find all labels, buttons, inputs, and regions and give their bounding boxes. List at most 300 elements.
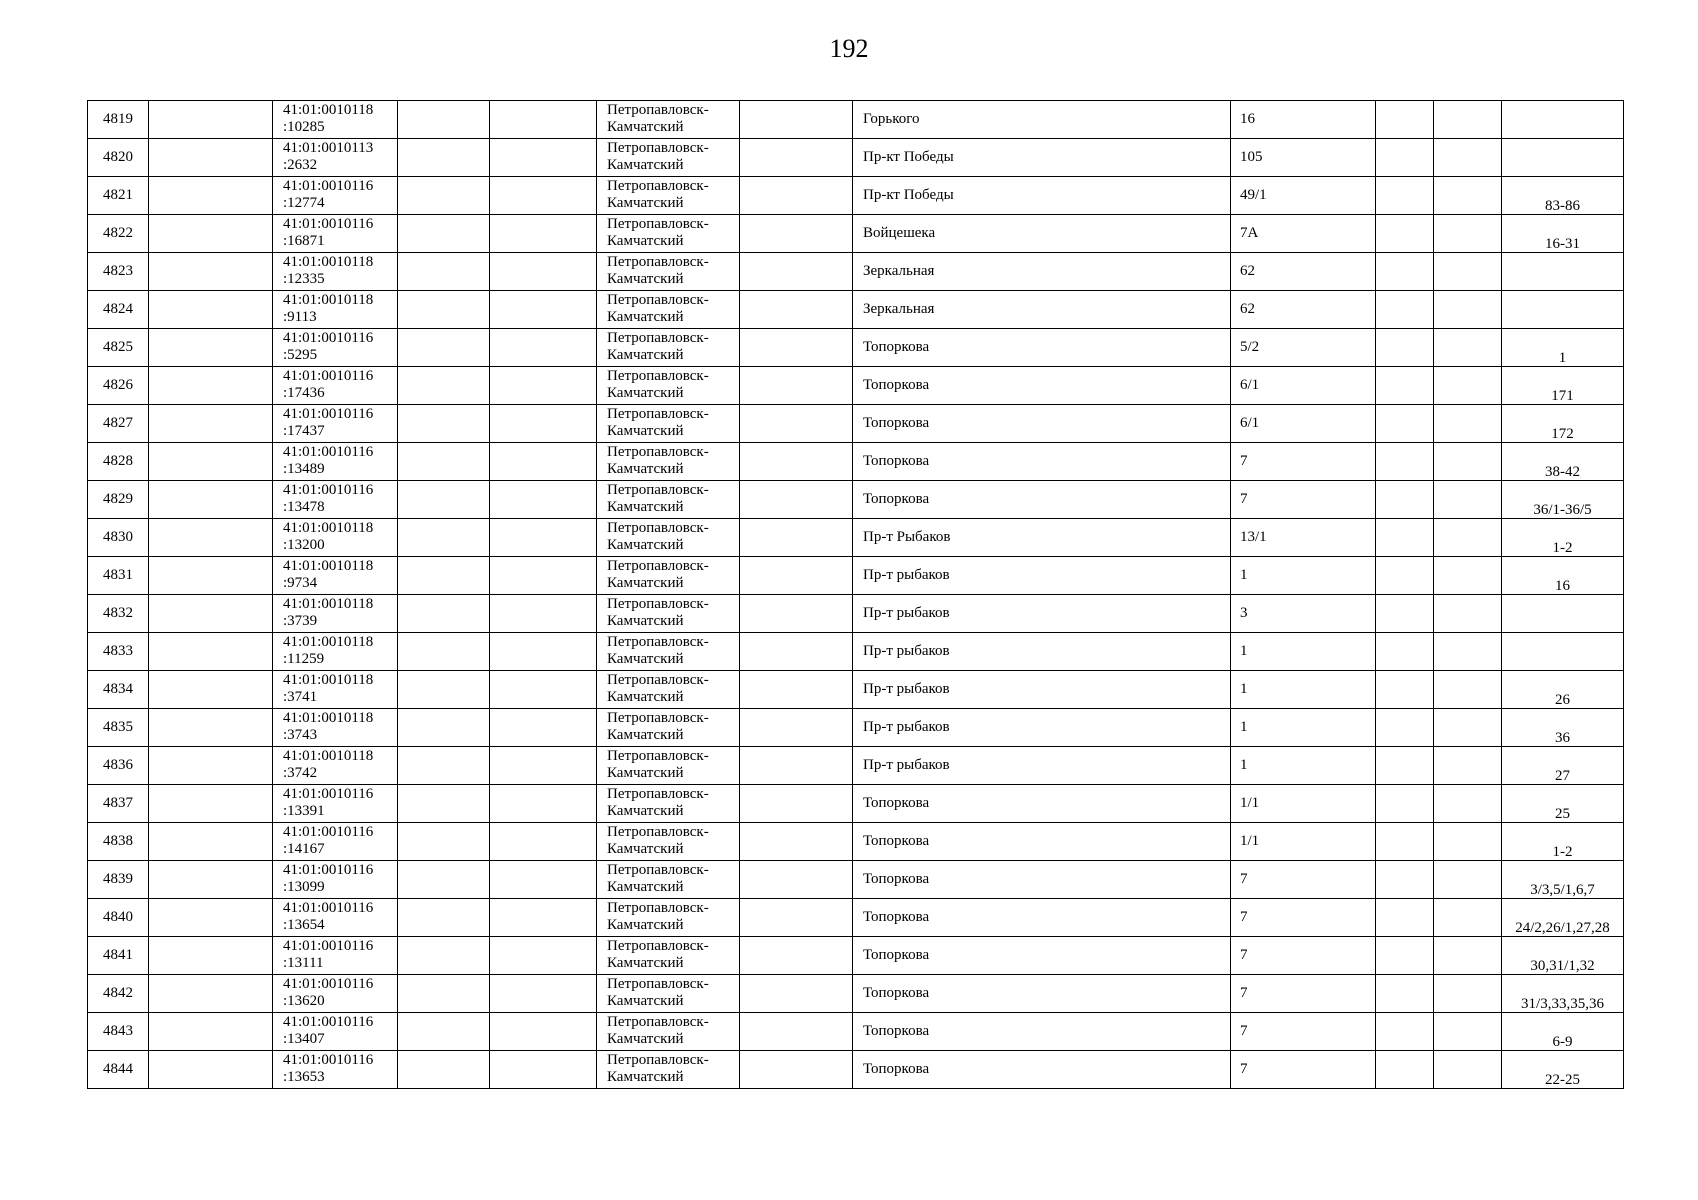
- empty-cell: [149, 1051, 273, 1089]
- empty-cell: [1376, 139, 1434, 177]
- record-number: 4823: [88, 253, 149, 291]
- apartment-numbers: [1502, 291, 1624, 329]
- empty-cell: [490, 177, 597, 215]
- empty-cell: [490, 785, 597, 823]
- empty-cell: [740, 785, 853, 823]
- city-line-2: Камчатский: [607, 271, 684, 287]
- city-line-1: Петропавловск-: [607, 938, 709, 954]
- empty-cell: [490, 975, 597, 1013]
- city: [597, 481, 740, 519]
- empty-cell: [490, 1051, 597, 1089]
- empty-cell: [398, 823, 490, 861]
- cadastral-prefix: 41:01:0010118: [283, 254, 374, 270]
- cadastral-prefix: 41:01:0010116: [283, 444, 374, 460]
- empty-cell: [149, 709, 273, 747]
- empty-cell: [1376, 291, 1434, 329]
- table-row: [88, 139, 1624, 177]
- empty-cell: [740, 595, 853, 633]
- city-line-2: Камчатский: [607, 841, 684, 857]
- cadastral-suffix: :3739: [283, 613, 318, 629]
- city-line-1: Петропавловск-: [607, 406, 709, 422]
- empty-cell: [398, 1013, 490, 1051]
- cadastral-prefix: 41:01:0010116: [283, 824, 374, 840]
- street: Войцешека: [853, 215, 1231, 253]
- city-line-1: Петропавловск-: [607, 368, 709, 384]
- table-row: [88, 291, 1624, 329]
- empty-cell: [490, 747, 597, 785]
- record-number: 4830: [88, 519, 149, 557]
- city: [597, 443, 740, 481]
- apartment-numbers: [1502, 595, 1624, 633]
- empty-cell: [1376, 405, 1434, 443]
- city-line-2: Камчатский: [607, 195, 684, 211]
- empty-cell: [149, 291, 273, 329]
- record-number: 4838: [88, 823, 149, 861]
- apartment-numbers: 83-86: [1502, 177, 1624, 215]
- city: [597, 519, 740, 557]
- city-line-1: Петропавловск-: [607, 520, 709, 536]
- empty-cell: [1376, 747, 1434, 785]
- empty-cell: [1376, 367, 1434, 405]
- city-line-2: Камчатский: [607, 727, 684, 743]
- cadastral-suffix: :14167: [283, 841, 325, 857]
- city-line-1: Петропавловск-: [607, 102, 709, 118]
- empty-cell: [490, 405, 597, 443]
- cadastral-suffix: :3741: [283, 689, 318, 705]
- house-number: 7: [1231, 861, 1376, 899]
- house-number: 7: [1231, 1013, 1376, 1051]
- cadastral-prefix: 41:01:0010118: [283, 748, 374, 764]
- table-row: [88, 633, 1624, 671]
- cadastral-prefix: 41:01:0010116: [283, 1014, 374, 1030]
- table-row: [88, 861, 1624, 899]
- cadastral-suffix: :13653: [283, 1069, 325, 1085]
- empty-cell: [740, 709, 853, 747]
- empty-cell: [490, 443, 597, 481]
- house-number: 6/1: [1231, 367, 1376, 405]
- cadastral-suffix: :13478: [283, 499, 325, 515]
- empty-cell: [490, 101, 597, 139]
- city-line-2: Камчатский: [607, 499, 684, 515]
- empty-cell: [398, 177, 490, 215]
- street: Пр-т Рыбаков: [853, 519, 1231, 557]
- cadastral-suffix: :17436: [283, 385, 325, 401]
- empty-cell: [490, 367, 597, 405]
- cadastral-suffix: :11259: [283, 651, 325, 667]
- empty-cell: [490, 899, 597, 937]
- street: Топоркова: [853, 1051, 1231, 1089]
- city-line-2: Камчатский: [607, 1031, 684, 1047]
- empty-cell: [1434, 557, 1502, 595]
- apartment-numbers: 3/3,5/1,6,7: [1502, 861, 1624, 899]
- house-number: 6/1: [1231, 405, 1376, 443]
- city: [597, 671, 740, 709]
- empty-cell: [1434, 101, 1502, 139]
- apartment-numbers: 30,31/1,32: [1502, 937, 1624, 975]
- empty-cell: [740, 975, 853, 1013]
- record-number: 4831: [88, 557, 149, 595]
- city-line-2: Камчатский: [607, 613, 684, 629]
- cadastral-suffix: :13407: [283, 1031, 325, 1047]
- empty-cell: [398, 481, 490, 519]
- city-line-2: Камчатский: [607, 993, 684, 1009]
- empty-cell: [398, 671, 490, 709]
- city-line-1: Петропавловск-: [607, 292, 709, 308]
- empty-cell: [398, 595, 490, 633]
- city-line-2: Камчатский: [607, 803, 684, 819]
- house-number: 7: [1231, 443, 1376, 481]
- cadastral-number: [273, 861, 398, 899]
- city: [597, 975, 740, 1013]
- city-line-2: Камчатский: [607, 119, 684, 135]
- cadastral-suffix: :9734: [283, 575, 318, 591]
- empty-cell: [490, 519, 597, 557]
- empty-cell: [490, 595, 597, 633]
- house-number: 16: [1231, 101, 1376, 139]
- empty-cell: [740, 329, 853, 367]
- cadastral-number: [273, 595, 398, 633]
- empty-cell: [1376, 329, 1434, 367]
- empty-cell: [1376, 177, 1434, 215]
- cadastral-number: [273, 709, 398, 747]
- record-number: 4825: [88, 329, 149, 367]
- cadastral-number: [273, 291, 398, 329]
- empty-cell: [149, 177, 273, 215]
- empty-cell: [398, 785, 490, 823]
- empty-cell: [1434, 443, 1502, 481]
- empty-cell: [149, 785, 273, 823]
- city: [597, 709, 740, 747]
- empty-cell: [740, 557, 853, 595]
- empty-cell: [149, 329, 273, 367]
- house-number: 7: [1231, 481, 1376, 519]
- cadastral-number: [273, 177, 398, 215]
- empty-cell: [1376, 823, 1434, 861]
- empty-cell: [398, 747, 490, 785]
- cadastral-suffix: :13489: [283, 461, 325, 477]
- house-number: 3: [1231, 595, 1376, 633]
- empty-cell: [740, 937, 853, 975]
- apartment-numbers: 36/1-36/5: [1502, 481, 1624, 519]
- record-number: 4834: [88, 671, 149, 709]
- cadastral-prefix: 41:01:0010116: [283, 178, 374, 194]
- city-line-1: Петропавловск-: [607, 976, 709, 992]
- apartment-numbers: 16-31: [1502, 215, 1624, 253]
- cadastral-number: [273, 785, 398, 823]
- city-line-1: Петропавловск-: [607, 444, 709, 460]
- record-number: 4824: [88, 291, 149, 329]
- city: [597, 747, 740, 785]
- city-line-2: Камчатский: [607, 955, 684, 971]
- cadastral-prefix: 41:01:0010116: [283, 786, 374, 802]
- empty-cell: [149, 633, 273, 671]
- cadastral-suffix: :9113: [283, 309, 317, 325]
- city: [597, 101, 740, 139]
- table-row: [88, 1013, 1624, 1051]
- apartment-numbers: 38-42: [1502, 443, 1624, 481]
- city-line-1: Петропавловск-: [607, 254, 709, 270]
- cadastral-number: [273, 671, 398, 709]
- city: [597, 1051, 740, 1089]
- empty-cell: [1434, 253, 1502, 291]
- cadastral-suffix: :12774: [283, 195, 325, 211]
- cadastral-number: [273, 937, 398, 975]
- apartment-numbers: 1: [1502, 329, 1624, 367]
- empty-cell: [1376, 899, 1434, 937]
- city-line-1: Петропавловск-: [607, 672, 709, 688]
- empty-cell: [1376, 709, 1434, 747]
- empty-cell: [1376, 975, 1434, 1013]
- empty-cell: [490, 291, 597, 329]
- city: [597, 215, 740, 253]
- city-line-1: Петропавловск-: [607, 710, 709, 726]
- city-line-1: Петропавловск-: [607, 178, 709, 194]
- cadastral-number: [273, 557, 398, 595]
- city-line-1: Петропавловск-: [607, 596, 709, 612]
- city-line-1: Петропавловск-: [607, 216, 709, 232]
- city-line-1: Петропавловск-: [607, 140, 709, 156]
- empty-cell: [1434, 405, 1502, 443]
- empty-cell: [740, 367, 853, 405]
- street: Горького: [853, 101, 1231, 139]
- cadastral-prefix: 41:01:0010116: [283, 406, 374, 422]
- cadastral-number: [273, 443, 398, 481]
- empty-cell: [740, 671, 853, 709]
- city: [597, 253, 740, 291]
- city: [597, 785, 740, 823]
- empty-cell: [1434, 861, 1502, 899]
- cadastral-prefix: 41:01:0010113: [283, 140, 374, 156]
- cadastral-suffix: :17437: [283, 423, 325, 439]
- cadastral-number: [273, 367, 398, 405]
- table-row: [88, 177, 1624, 215]
- apartment-numbers: 27: [1502, 747, 1624, 785]
- house-number: 1: [1231, 709, 1376, 747]
- cadastral-number: [273, 101, 398, 139]
- empty-cell: [149, 215, 273, 253]
- empty-cell: [149, 405, 273, 443]
- empty-cell: [740, 443, 853, 481]
- empty-cell: [490, 1013, 597, 1051]
- street: Зеркальная: [853, 291, 1231, 329]
- empty-cell: [149, 861, 273, 899]
- empty-cell: [149, 747, 273, 785]
- empty-cell: [490, 253, 597, 291]
- street: Пр-т рыбаков: [853, 747, 1231, 785]
- empty-cell: [149, 975, 273, 1013]
- record-number: 4832: [88, 595, 149, 633]
- cadastral-prefix: 41:01:0010116: [283, 482, 374, 498]
- house-number: 5/2: [1231, 329, 1376, 367]
- empty-cell: [398, 215, 490, 253]
- city: [597, 367, 740, 405]
- city-line-1: Петропавловск-: [607, 862, 709, 878]
- city-line-1: Петропавловск-: [607, 900, 709, 916]
- cadastral-number: [273, 481, 398, 519]
- table-row: [88, 671, 1624, 709]
- empty-cell: [1376, 785, 1434, 823]
- cadastral-number: [273, 139, 398, 177]
- city-line-2: Камчатский: [607, 233, 684, 249]
- empty-cell: [149, 519, 273, 557]
- house-number: 62: [1231, 253, 1376, 291]
- street: Пр-т рыбаков: [853, 557, 1231, 595]
- cadastral-number: [273, 215, 398, 253]
- empty-cell: [1434, 519, 1502, 557]
- cadastral-number: [273, 519, 398, 557]
- empty-cell: [149, 481, 273, 519]
- empty-cell: [149, 139, 273, 177]
- record-number: 4820: [88, 139, 149, 177]
- empty-cell: [490, 861, 597, 899]
- empty-cell: [740, 633, 853, 671]
- record-number: 4821: [88, 177, 149, 215]
- house-number: 1: [1231, 633, 1376, 671]
- city-line-2: Камчатский: [607, 1069, 684, 1085]
- city-line-2: Камчатский: [607, 575, 684, 591]
- table-row: [88, 405, 1624, 443]
- cadastral-prefix: 41:01:0010118: [283, 710, 374, 726]
- house-number: 62: [1231, 291, 1376, 329]
- cadastral-number: [273, 633, 398, 671]
- empty-cell: [1434, 633, 1502, 671]
- table-row: [88, 1051, 1624, 1089]
- table-row: [88, 747, 1624, 785]
- house-number: 1/1: [1231, 823, 1376, 861]
- record-number: 4839: [88, 861, 149, 899]
- city-line-2: Камчатский: [607, 423, 684, 439]
- empty-cell: [1434, 747, 1502, 785]
- record-number: 4840: [88, 899, 149, 937]
- empty-cell: [490, 329, 597, 367]
- empty-cell: [398, 443, 490, 481]
- street: Топоркова: [853, 823, 1231, 861]
- table-row: [88, 329, 1624, 367]
- cadastral-number: [273, 405, 398, 443]
- empty-cell: [740, 139, 853, 177]
- street: Топоркова: [853, 899, 1231, 937]
- empty-cell: [490, 139, 597, 177]
- cadastral-prefix: 41:01:0010118: [283, 520, 374, 536]
- empty-cell: [490, 937, 597, 975]
- empty-cell: [1376, 481, 1434, 519]
- cadastral-prefix: 41:01:0010118: [283, 596, 374, 612]
- apartment-numbers: 36: [1502, 709, 1624, 747]
- city-line-1: Петропавловск-: [607, 786, 709, 802]
- empty-cell: [1434, 1051, 1502, 1089]
- cadastral-suffix: :12335: [283, 271, 325, 287]
- street: Зеркальная: [853, 253, 1231, 291]
- house-number: 105: [1231, 139, 1376, 177]
- empty-cell: [740, 101, 853, 139]
- cadastral-number: [273, 1013, 398, 1051]
- empty-cell: [398, 101, 490, 139]
- record-number: 4841: [88, 937, 149, 975]
- city: [597, 329, 740, 367]
- empty-cell: [1376, 633, 1434, 671]
- empty-cell: [490, 215, 597, 253]
- cadastral-prefix: 41:01:0010118: [283, 292, 374, 308]
- city-line-2: Камчатский: [607, 385, 684, 401]
- record-number: 4826: [88, 367, 149, 405]
- empty-cell: [1376, 519, 1434, 557]
- registry-body: [88, 101, 1624, 1089]
- empty-cell: [398, 861, 490, 899]
- record-number: 4842: [88, 975, 149, 1013]
- empty-cell: [1434, 671, 1502, 709]
- empty-cell: [1434, 785, 1502, 823]
- table-row: [88, 215, 1624, 253]
- record-number: 4836: [88, 747, 149, 785]
- cadastral-number: [273, 899, 398, 937]
- empty-cell: [398, 709, 490, 747]
- cadastral-number: [273, 329, 398, 367]
- table-row: [88, 709, 1624, 747]
- empty-cell: [398, 329, 490, 367]
- house-number: 7: [1231, 937, 1376, 975]
- street: Пр-т рыбаков: [853, 709, 1231, 747]
- empty-cell: [1376, 443, 1434, 481]
- empty-cell: [149, 367, 273, 405]
- house-number: 7: [1231, 975, 1376, 1013]
- record-number: 4822: [88, 215, 149, 253]
- empty-cell: [740, 1051, 853, 1089]
- cadastral-prefix: 41:01:0010118: [283, 634, 374, 650]
- table-row: [88, 785, 1624, 823]
- street: Пр-т рыбаков: [853, 595, 1231, 633]
- street: Топоркова: [853, 443, 1231, 481]
- cadastral-prefix: 41:01:0010116: [283, 862, 374, 878]
- cadastral-suffix: :10285: [283, 119, 325, 135]
- table-row: [88, 481, 1624, 519]
- cadastral-number: [273, 747, 398, 785]
- apartment-numbers: 26: [1502, 671, 1624, 709]
- apartment-numbers: [1502, 633, 1624, 671]
- street: Пр-кт Победы: [853, 177, 1231, 215]
- record-number: 4819: [88, 101, 149, 139]
- cadastral-suffix: :5295: [283, 347, 318, 363]
- empty-cell: [1434, 291, 1502, 329]
- empty-cell: [398, 367, 490, 405]
- city-line-1: Петропавловск-: [607, 1014, 709, 1030]
- street: Топоркова: [853, 481, 1231, 519]
- apartment-numbers: 25: [1502, 785, 1624, 823]
- empty-cell: [1376, 1051, 1434, 1089]
- empty-cell: [740, 899, 853, 937]
- empty-cell: [398, 633, 490, 671]
- cadastral-suffix: :16871: [283, 233, 325, 249]
- apartment-numbers: 6-9: [1502, 1013, 1624, 1051]
- empty-cell: [1376, 595, 1434, 633]
- record-number: 4844: [88, 1051, 149, 1089]
- city-line-1: Петропавловск-: [607, 558, 709, 574]
- city: [597, 595, 740, 633]
- empty-cell: [398, 405, 490, 443]
- empty-cell: [740, 823, 853, 861]
- empty-cell: [1376, 215, 1434, 253]
- cadastral-number: [273, 1051, 398, 1089]
- record-number: 4837: [88, 785, 149, 823]
- table-row: [88, 899, 1624, 937]
- cadastral-number: [273, 975, 398, 1013]
- city: [597, 291, 740, 329]
- house-number: 7: [1231, 1051, 1376, 1089]
- empty-cell: [398, 1051, 490, 1089]
- empty-cell: [1376, 937, 1434, 975]
- cadastral-prefix: 41:01:0010118: [283, 558, 374, 574]
- empty-cell: [740, 405, 853, 443]
- city-line-2: Камчатский: [607, 157, 684, 173]
